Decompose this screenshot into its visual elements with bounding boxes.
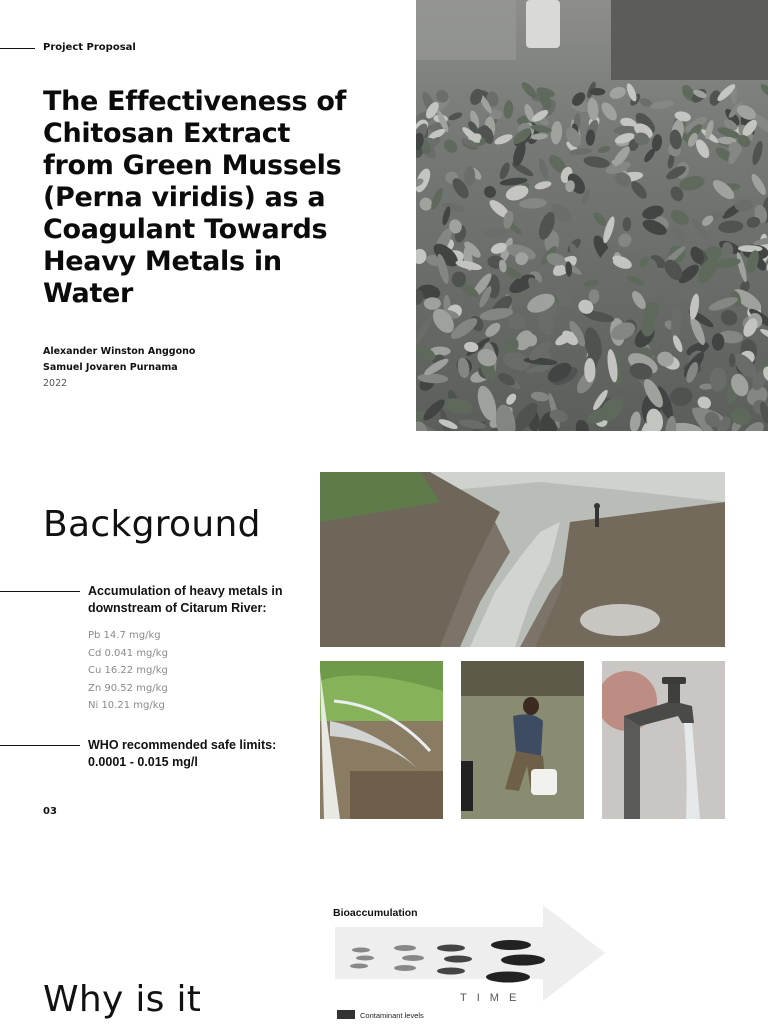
section-heading: Why is it <box>43 979 202 1020</box>
water-collection-photo <box>461 661 584 819</box>
bullet-rule <box>0 591 80 592</box>
point-line: Accumulation of heavy metals in <box>88 584 283 598</box>
figure-title: Bioaccumulation <box>333 907 418 919</box>
author-name: Samuel Jovaren Purnama <box>43 362 178 373</box>
kicker-rule <box>0 48 35 49</box>
why-slide <box>0 864 768 1024</box>
legend-swatch <box>337 1010 355 1019</box>
title-line: from Green Mussels <box>43 150 342 181</box>
time-axis-label: TIME <box>460 992 527 1004</box>
mussel-shell <box>584 358 595 382</box>
mussel-shell <box>424 297 441 310</box>
title-line: Coagulant Towards <box>43 214 328 245</box>
list-item: Pb 14.7 mg/kg <box>88 630 161 641</box>
title-line: Water <box>43 278 134 309</box>
citarum-point <box>88 583 308 617</box>
mussel-shells-photo <box>416 0 768 431</box>
faucet-photo <box>602 661 725 819</box>
list-item: Cu 16.22 mg/kg <box>88 665 168 676</box>
legend-label: Contaminant levels <box>360 1011 424 1020</box>
author-block <box>43 344 195 392</box>
mussel-shell <box>452 272 466 288</box>
cover-slide <box>0 0 768 432</box>
point-line: 0.0001 - 0.015 mg/l <box>88 755 198 769</box>
publication-year: 2022 <box>43 378 68 389</box>
irrigation-photo <box>320 661 443 819</box>
author-name: Alexander Winston Anggono <box>43 346 196 357</box>
metal-concentration-list <box>88 627 168 715</box>
point-line: WHO recommended safe limits: <box>88 738 277 752</box>
kicker-label: Project Proposal <box>43 42 136 53</box>
bullet-rule <box>0 745 80 746</box>
title-line: The Effectiveness of <box>43 86 347 117</box>
list-item: Cd 0.041 mg/kg <box>88 647 168 659</box>
mussel-shell <box>729 353 736 367</box>
polluted-river-photo <box>320 472 725 647</box>
proposal-title <box>43 86 393 310</box>
list-item: Ni 10.21 mg/kg <box>88 700 165 711</box>
title-line: (Perna viridis) as a <box>43 182 326 213</box>
point-line: downstream of Citarum River: <box>88 601 267 615</box>
background-slide <box>0 432 768 864</box>
bioaccumulation-figure <box>333 905 608 1024</box>
title-line: Heavy Metals in <box>43 246 282 277</box>
title-line: Chitosan Extract <box>43 118 291 149</box>
page-number: 03 <box>43 806 57 817</box>
section-heading: Background <box>43 504 261 545</box>
who-limit-point <box>88 737 308 771</box>
list-item: Zn 90.52 mg/kg <box>88 682 168 694</box>
